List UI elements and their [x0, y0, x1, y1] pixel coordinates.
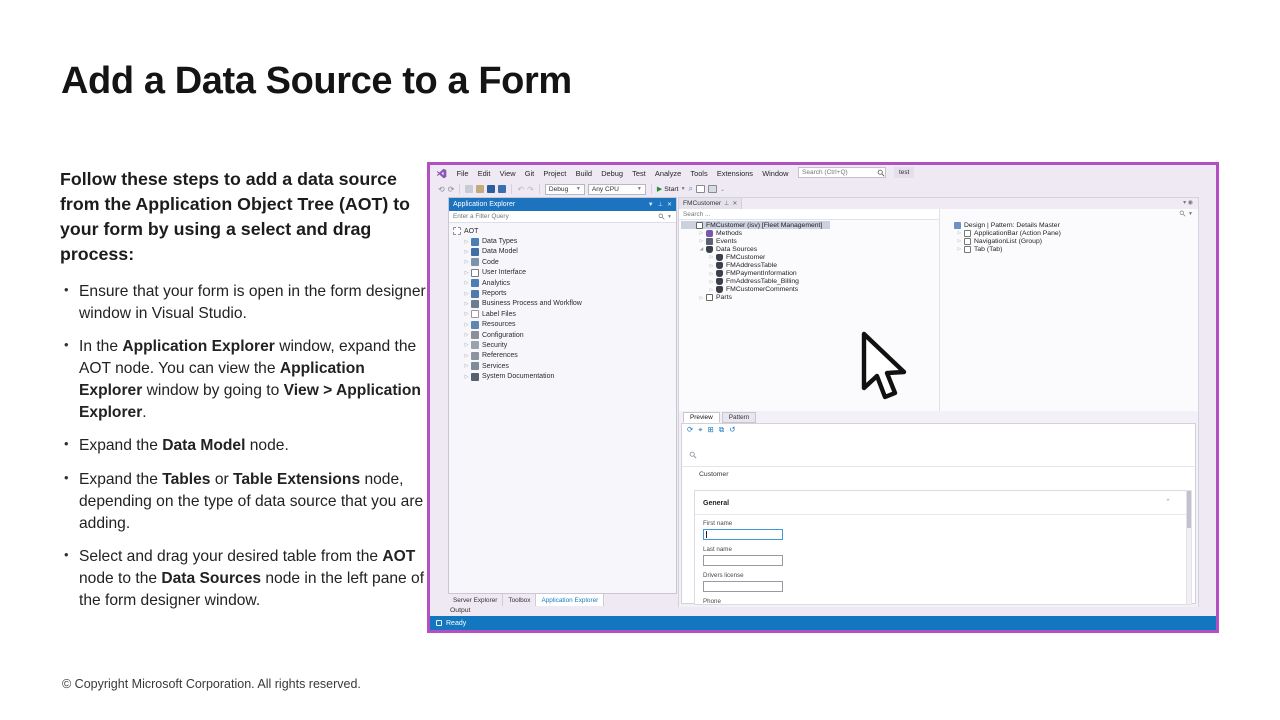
close-icon[interactable]: ✕	[732, 201, 738, 207]
form-preview-card	[694, 490, 1188, 605]
menu-item[interactable]: View	[499, 168, 516, 178]
solution-config-dropdown[interactable]: Debug ▼	[545, 184, 585, 195]
field-label: Drivers license	[703, 572, 744, 579]
node-icon	[716, 286, 723, 293]
expander-icon[interactable]: ▷	[464, 248, 469, 255]
search-icon	[689, 451, 697, 459]
node-icon	[716, 254, 723, 261]
node-icon	[471, 352, 479, 360]
form-structure-tree	[681, 221, 939, 302]
expander-icon[interactable]: ▷	[464, 342, 469, 349]
preview-toolbar-icon[interactable]: ⟳	[687, 425, 694, 434]
output-window-title[interactable]: Output	[450, 607, 471, 614]
tree-node-label: References	[482, 352, 518, 360]
expander-icon[interactable]: ▷	[464, 332, 469, 339]
tree-node-label: Data Types	[482, 238, 518, 246]
background-task-icon	[436, 620, 442, 626]
menu-item[interactable]: Project	[543, 168, 567, 178]
application-explorer-titlebar[interactable]	[449, 198, 676, 211]
tree-node-label: Reports	[482, 290, 507, 298]
tree-node-label: FmAddressTable_Billing	[726, 278, 799, 286]
node-icon	[471, 373, 479, 381]
menu-item[interactable]: Extensions	[716, 168, 753, 178]
visual-studio-logo-icon	[436, 168, 447, 179]
menu-item[interactable]: Window	[762, 168, 789, 178]
node-icon	[706, 238, 713, 245]
menu-item[interactable]: Build	[575, 168, 592, 178]
tree-node-label: Business Process and Workflow	[482, 300, 582, 308]
tree-node-label: Design | Pattern: Details Master	[964, 221, 1060, 229]
tree-node-label: Services	[482, 362, 509, 370]
platform-dropdown[interactable]: Any CPU ▼	[588, 184, 646, 195]
expander-icon[interactable]: ▷	[464, 238, 469, 245]
preview-toolbar	[687, 425, 735, 435]
tree-node[interactable]	[449, 309, 676, 319]
document-tab-strip	[679, 198, 1198, 209]
scrollbar-thumb[interactable]	[1187, 491, 1191, 528]
tree-node[interactable]	[681, 229, 750, 237]
tool-window-tab[interactable]: Application Explorer	[536, 594, 604, 606]
node-icon	[471, 300, 479, 308]
tree-node-label: Methods	[716, 229, 743, 237]
preview-panel	[681, 423, 1196, 604]
expander-icon[interactable]: ▷	[709, 254, 714, 260]
menu-item[interactable]: Debug	[601, 168, 623, 178]
copyright-text: © Copyright Microsoft Corporation. All rights reserved.	[62, 677, 361, 691]
tree-node-label: Code	[482, 258, 499, 266]
chevron-down-icon[interactable]: ▼	[667, 213, 672, 220]
preview-toolbar-icon[interactable]: ⌖	[698, 425, 703, 434]
tree-node-label: Parts	[716, 294, 732, 302]
search-icon	[658, 213, 665, 220]
expander-icon[interactable]: ▷	[464, 321, 469, 328]
expander-icon[interactable]: ▷	[464, 300, 469, 307]
vs-menu-list	[452, 169, 817, 178]
tree-node-label: User Interface	[482, 269, 526, 277]
save-icon[interactable]	[487, 185, 495, 193]
tree-node[interactable]	[681, 237, 745, 245]
tree-node-label: Label Files	[482, 310, 516, 318]
toolbar-divider	[651, 184, 652, 194]
node-icon	[964, 246, 971, 253]
tab-label: FMCustomer	[683, 200, 722, 207]
chevron-down-icon: ▼	[680, 186, 686, 192]
vs-window	[430, 165, 1216, 630]
page-title: Add a Data Source to a Form	[61, 60, 572, 102]
form-fields	[703, 520, 903, 598]
tree-node[interactable]	[681, 253, 773, 261]
tree-node-label: Tab (Tab)	[974, 245, 1003, 253]
section-header: General	[703, 500, 730, 507]
expander-icon[interactable]: ▷	[699, 294, 704, 300]
tree-node[interactable]	[449, 340, 676, 350]
tree-node-label: FMCustomer	[726, 253, 766, 261]
tree-node-label: Resources	[482, 321, 516, 329]
node-icon	[471, 321, 479, 329]
aot-root-node[interactable]	[449, 226, 676, 236]
tree-node[interactable]	[943, 245, 1010, 253]
tree-node-label: FMCustomerComments	[726, 286, 799, 294]
node-icon	[706, 246, 713, 253]
preview-tab-strip	[683, 412, 756, 423]
search-icon	[1179, 210, 1186, 217]
instructions-column	[60, 167, 430, 623]
filter-query-box[interactable]	[449, 211, 676, 223]
window-layout-icon[interactable]	[696, 185, 705, 193]
pane-options-icons[interactable]: ▾ ◉	[1183, 200, 1193, 206]
tree-node[interactable]	[449, 330, 676, 340]
tree-node-label: Data Model	[482, 248, 518, 256]
expander-icon[interactable]: ▷	[957, 238, 962, 244]
tool-window-tab[interactable]: Server Explorer	[448, 594, 503, 606]
tree-node[interactable]	[449, 299, 676, 309]
expander-icon[interactable]: ▷	[464, 259, 469, 266]
tree-node-label: Configuration	[482, 331, 524, 339]
start-debug-button[interactable]: ▶ Start ▼	[656, 185, 686, 193]
tree-node-label: NavigationList (Group)	[974, 237, 1042, 245]
form-caption: Customer	[699, 471, 729, 478]
tree-node[interactable]	[449, 247, 676, 257]
menu-item[interactable]: Test	[632, 168, 646, 178]
aot-tree-items	[449, 236, 676, 381]
tree-node-label: FMCustomer (isv) [Fleet Management]	[706, 221, 823, 229]
node-icon	[471, 290, 479, 298]
tool-window-tabs	[448, 594, 604, 606]
bullet-item: • In the Application Explorer window, expand the AOT node. You can view the Application Explorer window by going to View > Application Explorer.	[60, 336, 430, 425]
tree-node[interactable]	[449, 288, 676, 298]
vs-screenshot-frame	[427, 162, 1219, 633]
field-label: Phone	[703, 598, 721, 605]
tree-node[interactable]	[943, 229, 1069, 237]
tree-node[interactable]	[449, 351, 676, 361]
document-tab-fmcustomer[interactable]	[679, 198, 742, 209]
expander-icon[interactable]: ▷	[464, 363, 469, 370]
tree-node[interactable]	[449, 371, 676, 381]
toolbar-overflow-icon[interactable]: ⌄	[720, 186, 726, 193]
node-icon	[471, 258, 479, 266]
menu-item[interactable]: Edit	[477, 168, 491, 178]
tree-node[interactable]	[681, 245, 765, 253]
preview-section	[679, 411, 1198, 607]
tree-node[interactable]	[449, 257, 676, 267]
aot-tree	[449, 223, 676, 593]
field-label: Last name	[703, 546, 732, 553]
tree-node[interactable]	[681, 294, 740, 302]
node-icon	[716, 278, 723, 285]
tree-node[interactable]	[681, 270, 805, 278]
node-icon	[471, 238, 479, 246]
save-all-icon[interactable]	[498, 185, 506, 193]
navigate-back-icon[interactable]: ⟲	[438, 184, 445, 194]
intro-paragraph: Follow these steps to add a data source from the Application Object Tree (AOT) to your form by using a select and drag process:	[60, 169, 411, 264]
bullet-item: • Select and drag your desired table from the AOT node to the Data Sources node in the left pane of the form designer window.	[60, 546, 430, 612]
tree-node-label: System Documentation	[482, 373, 555, 381]
tree-node-label: Data Sources	[716, 245, 758, 253]
tree-node[interactable]	[681, 261, 785, 269]
field-label: First name	[703, 520, 733, 527]
expander-icon[interactable]: ▷	[957, 230, 962, 236]
collapse-chevron-icon[interactable]: ⌃	[1165, 499, 1171, 506]
node-icon	[471, 310, 479, 318]
vs-toolbar	[430, 181, 1216, 197]
node-icon	[471, 331, 479, 339]
chevron-down-icon: ▼	[1188, 210, 1193, 217]
vs-search-box[interactable]	[798, 167, 886, 178]
filter-query-input[interactable]	[453, 213, 658, 220]
expander-icon[interactable]: ▷	[464, 290, 469, 297]
field-input[interactable]	[703, 529, 783, 540]
menu-item[interactable]: Analyze	[654, 168, 682, 178]
document-well	[678, 197, 1199, 607]
design-pattern-tree	[943, 221, 1183, 253]
node-icon	[471, 248, 479, 256]
status-text: Ready	[446, 619, 467, 627]
window-menu-icon[interactable]: ▼	[647, 201, 654, 208]
preview-toolbar-icon[interactable]: ⊞	[707, 425, 714, 434]
designer-search-input[interactable]	[683, 211, 935, 218]
node-icon	[954, 222, 961, 229]
tree-node-label: FMPaymentInformation	[726, 270, 797, 278]
tree-node-label: ApplicationBar (Action Pane)	[974, 229, 1061, 237]
expander-icon[interactable]: ▷	[464, 352, 469, 359]
menu-item[interactable]: Git	[524, 168, 535, 178]
close-icon[interactable]: ✕	[666, 202, 672, 208]
toolbar-divider	[459, 184, 460, 194]
tree-node-label: Security	[482, 341, 508, 349]
field-input[interactable]	[703, 555, 783, 566]
expander-icon[interactable]: ▷	[699, 238, 704, 244]
aot-root-icon	[453, 227, 461, 235]
node-icon	[964, 238, 971, 245]
application-explorer-panel	[448, 197, 677, 594]
divider	[682, 466, 1195, 467]
expander-icon[interactable]: ▷	[709, 278, 714, 284]
tree-node[interactable]	[449, 361, 676, 371]
expander-icon[interactable]: ▷	[464, 311, 469, 318]
node-icon	[471, 279, 479, 287]
divider	[695, 514, 1187, 515]
node-icon	[696, 222, 703, 229]
menu-item[interactable]: File	[456, 168, 469, 178]
node-icon	[716, 262, 723, 269]
expander-icon[interactable]: ▷	[709, 262, 714, 268]
account-badge[interactable]: test	[894, 167, 914, 178]
tree-node-label: Events	[716, 237, 737, 245]
tree-node[interactable]	[449, 268, 676, 278]
node-icon	[471, 341, 479, 349]
toolbar-divider	[539, 184, 540, 194]
node-icon	[706, 230, 713, 237]
tool-window-tab[interactable]: Toolbox	[503, 594, 536, 606]
scrollbar[interactable]	[1186, 490, 1192, 605]
node-icon	[471, 269, 479, 277]
expander-icon[interactable]: ▷	[464, 269, 469, 276]
bullet-item: • Ensure that your form is open in the form designer window in Visual Studio.	[60, 281, 430, 325]
pane-divider	[939, 209, 940, 411]
search-icon	[877, 169, 885, 177]
tree-node[interactable]	[681, 221, 830, 229]
expander-icon[interactable]: ▷	[464, 373, 469, 380]
preview-tab[interactable]: Preview	[683, 412, 720, 423]
node-icon	[706, 294, 713, 301]
open-file-icon[interactable]	[476, 185, 484, 193]
menu-item[interactable]: Tools	[690, 168, 708, 178]
tree-node-label: Analytics	[482, 279, 511, 287]
panel-title: Application Explorer	[453, 201, 516, 208]
tree-node[interactable]	[943, 237, 1050, 245]
tree-node[interactable]	[943, 221, 1068, 229]
vs-menubar	[430, 165, 1216, 181]
undo-icon[interactable]: ↶	[517, 184, 525, 194]
bullet-item: • Expand the Data Model node.	[60, 435, 430, 457]
expander-icon[interactable]: ▷	[464, 280, 469, 287]
node-icon	[716, 270, 723, 277]
navigate-forward-icon[interactable]: ⟳	[447, 184, 455, 194]
expander-icon[interactable]: ▷	[957, 246, 962, 252]
tree-node-label: FMAddressTable	[726, 262, 777, 270]
expander-icon[interactable]: ▷	[709, 270, 714, 276]
expander-icon[interactable]: ◢	[699, 246, 704, 252]
new-item-icon[interactable]	[465, 185, 473, 193]
mouse-cursor-icon	[856, 330, 908, 406]
tree-node[interactable]	[449, 278, 676, 288]
find-in-files-icon[interactable]: ⌕	[688, 184, 693, 193]
pin-icon[interactable]: ⊥	[657, 202, 663, 208]
preview-tab[interactable]: Pattern	[722, 412, 757, 423]
expander-icon[interactable]: ▷	[699, 230, 704, 236]
node-icon	[471, 362, 479, 370]
redo-icon[interactable]: ↷	[527, 184, 534, 194]
field-input[interactable]	[703, 581, 783, 592]
designer-search-box[interactable]	[679, 209, 939, 220]
expander-icon[interactable]: ▷	[709, 286, 714, 292]
text-caret	[706, 531, 707, 538]
tree-node[interactable]	[449, 236, 676, 246]
tree-node[interactable]	[681, 278, 807, 286]
bullet-item: • Expand the Tables or Table Extensions node, depending on the type of data source that you are adding.	[60, 469, 430, 535]
split-window-icon[interactable]	[708, 185, 717, 193]
preview-toolbar-icon[interactable]: ⧉	[718, 425, 725, 434]
form-field	[703, 572, 903, 592]
preview-toolbar-icon[interactable]: ↺	[729, 425, 736, 434]
form-field	[703, 546, 903, 566]
pane-search-icons[interactable]	[1179, 210, 1193, 217]
tree-node[interactable]	[449, 320, 676, 330]
form-field	[703, 520, 903, 540]
toolbar-divider	[511, 184, 512, 194]
play-icon: ▶	[656, 186, 663, 193]
pin-icon[interactable]: ⊥	[724, 201, 730, 207]
status-bar	[430, 616, 1216, 630]
vs-search-input[interactable]	[799, 169, 877, 176]
tree-node[interactable]	[681, 286, 806, 294]
node-icon	[964, 230, 971, 237]
tree-node-label: AOT	[464, 227, 479, 235]
